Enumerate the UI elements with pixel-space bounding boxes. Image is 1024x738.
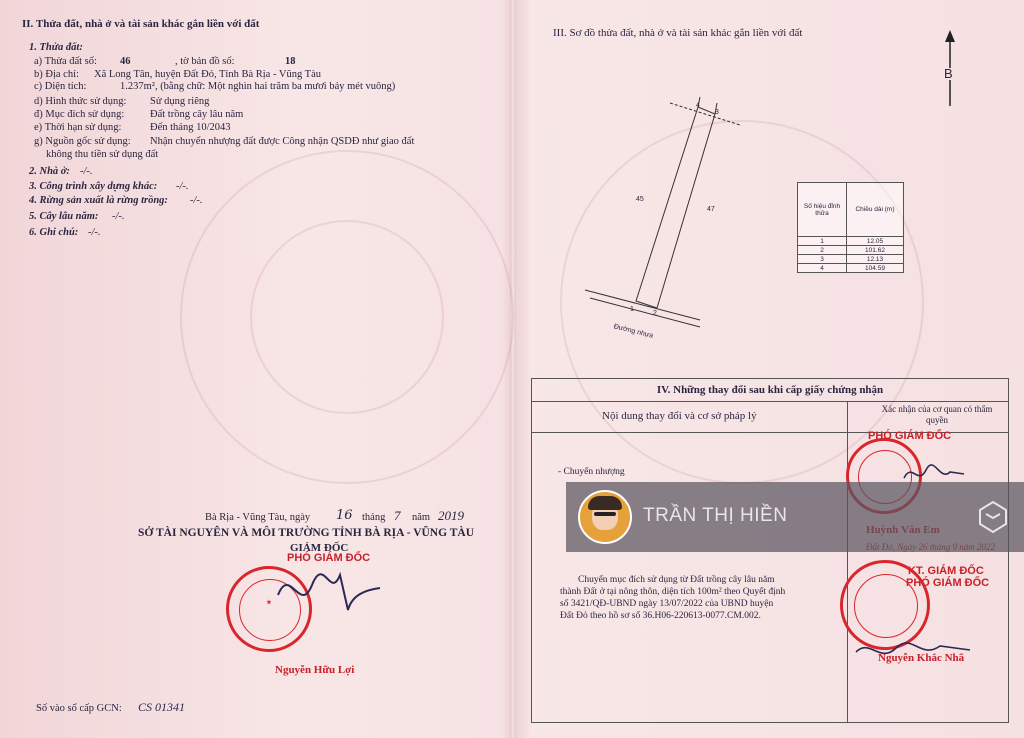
changes-col1-header: Nội dung thay đổi và cơ sở pháp lý	[602, 410, 757, 422]
parcel-sketch	[580, 95, 750, 335]
usage-origin-label: g) Nguồn gốc sử dụng:	[34, 136, 131, 147]
corner-label-1: 1	[630, 306, 634, 313]
section-title-iii: III. Sơ đồ thửa đất, nhà ở và tài sản khác gắn liền với đất	[553, 27, 803, 39]
change2-line-1: Chuyển mục đích sử dụng từ Đất trồng cây lâu năm	[578, 575, 775, 585]
page-fold	[510, 0, 516, 738]
item1-title: 1. Thửa đất:	[29, 42, 83, 53]
profile-name: TRẦN THỊ HIỀN	[643, 505, 788, 526]
table-header-point: Số hiệu đỉnh thửa	[798, 183, 847, 237]
change2-line-4: Đất Đỏ theo hồ sơ số 36.H06-220613-0077.CM.002.	[560, 611, 761, 621]
profile-overlay-banner	[566, 482, 1024, 552]
north-label: B	[944, 66, 953, 81]
registration-label: Số vào sổ cấp GCN:	[36, 703, 122, 714]
signature-left	[270, 560, 390, 620]
road-label: Đường nhựa	[612, 323, 654, 340]
usage-term-value: Đến tháng 10/2043	[150, 122, 231, 133]
neighbor-parcel-45: 45	[636, 196, 644, 203]
place-date-year-label: năm	[412, 512, 431, 523]
change2-line-2: thành Đất ở tại nông thôn, diện tích 100m² theo Quyết định	[560, 587, 786, 597]
item2-value: -/-.	[80, 166, 93, 177]
item6-title: 6. Ghi chú:	[29, 227, 79, 238]
change2-role2: PHÓ GIÁM ĐỐC	[906, 577, 990, 589]
signature-right-2	[850, 630, 980, 670]
place-date-prefix: Bà Rịa - Vũng Tàu, ngày	[205, 512, 311, 523]
item4-value: -/-.	[190, 195, 203, 206]
change2-line-3: số 3421/QĐ-UBND ngày 13/07/2022 của UBND huyện	[560, 599, 774, 609]
signer-left: Nguyễn Hữu Lợi	[275, 664, 355, 676]
item3-title: 3. Công trình xây dựng khác:	[29, 181, 158, 192]
changes-col2-header: Xác nhận của cơ quan có thẩm quyền	[881, 404, 993, 425]
usage-purpose-value: Đất trồng cây lâu năm	[150, 109, 244, 120]
profile-avatar	[578, 490, 632, 544]
table-row: 2 101.62	[798, 246, 904, 255]
corner-label-3: 3	[715, 109, 719, 116]
parcel-number-value: 46	[120, 56, 131, 67]
changes-column-divider	[847, 402, 848, 722]
item4-title: 4. Rừng sản xuất là rừng trồng:	[29, 195, 168, 206]
corner-label-2: 2	[653, 310, 657, 317]
map-sheet-value: 18	[285, 56, 296, 67]
area-value: 1.237m², (bằng chữ: Một nghìn hai trăm ba mươi bảy mét vuông)	[120, 81, 396, 92]
address-label: b) Địa chỉ:	[34, 69, 79, 80]
dimension-table	[797, 182, 904, 273]
usage-purpose-label: đ) Mục đích sử dụng:	[34, 109, 125, 120]
issuer-name: SỞ TÀI NGUYÊN VÀ MÔI TRƯỜNG TỈNH BÀ RỊA - VŨNG TÀU	[138, 527, 475, 539]
address-value: Xã Long Tân, huyện Đất Đỏ, Tỉnh Bà Rịa - Vũng Tàu	[94, 69, 321, 80]
change2-signer: Nguyễn Khắc Nhã	[878, 652, 965, 664]
item6-value: -/-.	[88, 227, 101, 238]
table-row: 1 12.05	[798, 237, 904, 246]
registration-value: CS 01341	[138, 700, 186, 714]
parcel-number-label: a) Thửa đất số:	[34, 56, 97, 67]
usage-origin-value: Nhận chuyển nhượng đất được Công nhận QSDĐ như giao đất	[150, 136, 415, 147]
item5-value: -/-.	[112, 211, 125, 222]
item3-value: -/-.	[176, 181, 189, 192]
table-header-length: Chiều dài (m)	[847, 183, 904, 237]
background-emblem-left-inner	[250, 220, 444, 414]
section-title-ii: II. Thửa đất, nhà ở và tài sản khác gắn liền với đất	[22, 18, 260, 30]
logo-icon	[978, 500, 1008, 534]
place-date-day: 16	[336, 508, 353, 523]
item5-title: 5. Cây lâu năm:	[29, 211, 99, 222]
usage-form-value: Sử dụng riêng	[150, 96, 210, 107]
official-seal-left: ★	[226, 566, 312, 652]
usage-term-label: e) Thời hạn sử dụng:	[34, 122, 122, 133]
place-date-month: 7	[394, 508, 401, 523]
neighbor-parcel-47: 47	[707, 206, 715, 213]
table-row: 3 12.13	[798, 255, 904, 264]
change1-role: PHÓ GIÁM ĐỐC	[868, 430, 952, 442]
corner-label-4: 4	[696, 102, 700, 109]
map-sheet-label: , tờ bản đồ số:	[175, 56, 235, 67]
issuer-role: GIÁM ĐỐC	[290, 542, 349, 554]
table-row: 4 104.59	[798, 264, 904, 273]
usage-form-label: d) Hình thức sử dụng:	[34, 96, 127, 107]
place-date-month-label: tháng	[362, 512, 386, 523]
change1-text: - Chuyển nhượng	[558, 467, 625, 477]
usage-origin-value-2: không thu tiền sử dụng đất	[46, 149, 159, 160]
changes-title: IV. Những thay đổi sau khi cấp giấy chứng nhận	[532, 379, 1008, 402]
deputy-role-stamp: PHÓ GIÁM ĐỐC	[287, 552, 371, 564]
change2-role1: KT. GIÁM ĐỐC	[908, 565, 984, 577]
item2-title: 2. Nhà ở:	[29, 166, 70, 177]
area-label: c) Diện tích:	[34, 81, 87, 92]
place-date-year: 2019	[438, 508, 464, 523]
